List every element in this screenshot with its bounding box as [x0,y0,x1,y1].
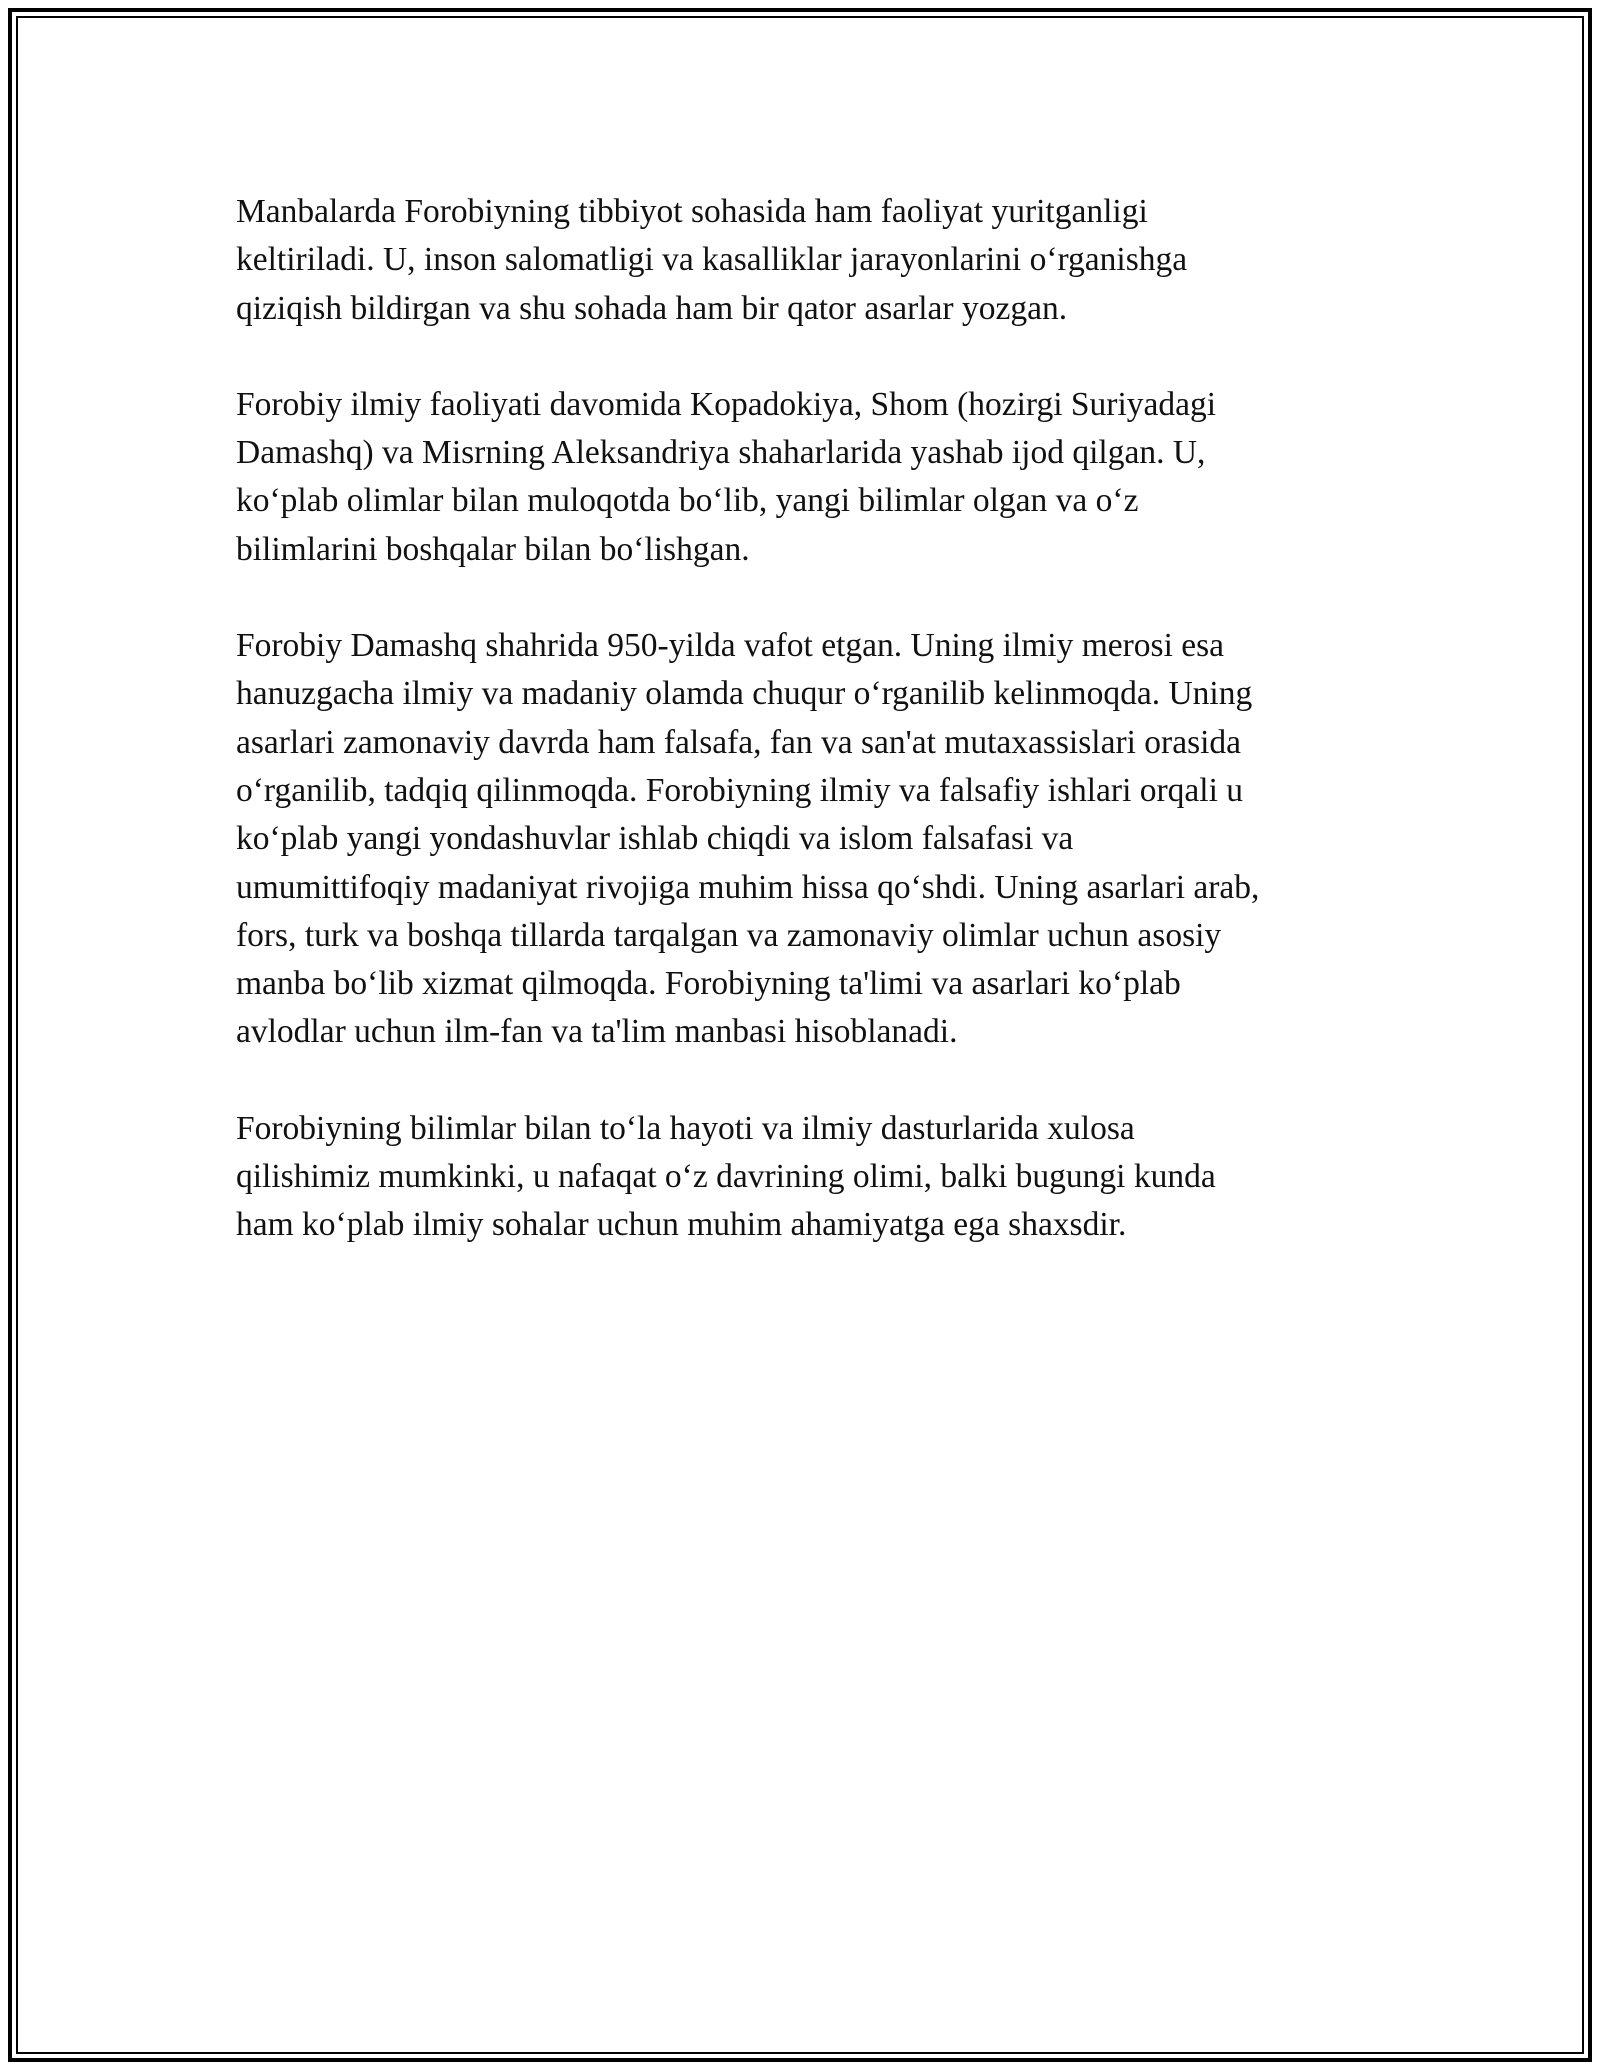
text-line: Forobiy Damashq shahrida 950-yilda vafot etgan. Uning ilmiy merosi esa [236,627,1225,665]
text-line: Manbalarda Forobiyning tibbiyot sohasida ham faoliyat yuritganligi [236,193,1148,230]
text-line: fors, turk va boshqa tillarda tarqalgan va zamonaviy olimlar uchun asosiy [236,916,1222,954]
text-line: Damashq) va Misrning Aleksandriya shaharlarida yashab ijod qilgan. U, [236,434,1206,472]
paragraph-1 [236,188,1366,333]
text-line: umumittifoqiy madaniyat rivojiga muhim hissa qo‘shdi. Uning asarlari arab, [236,868,1260,906]
document-body [236,188,1366,1298]
text-line: Forobiyning bilimlar bilan to‘la hayoti va ilmiy dasturlarida xulosa [236,1109,1135,1147]
text-line: manba bo‘lib xizmat qilmoqda. Forobiyning ta'limi va asarlari ko‘plab [236,965,1181,1003]
text-line: ham ko‘plab ilmiy sohalar uchun muhim ahamiyatga ega shaxsdir. [236,1206,1127,1244]
text-line: bilimlarini boshqalar bilan bo‘lishgan. [236,530,750,568]
text-line: asarlari zamonaviy davrda ham falsafa, fan va san'at mutaxassislari orasida [236,723,1242,761]
paragraph-3 [236,622,1366,1057]
text-line: ko‘plab yangi yondashuvlar ishlab chiqdi va islom falsafasi va [236,820,1074,858]
text-line: hanuzgacha ilmiy va madaniy olamda chuqur o‘rganilib kelinmoqda. Uning [236,675,1253,713]
text-line: keltiriladi. U, inson salomatligi va kasalliklar jarayonlarini o‘rganishga [236,241,1188,279]
text-line: o‘rganilib, tadqiq qilinmoqda. Forobiyning ilmiy va falsafiy ishlari orqali u [236,771,1244,809]
text-line: qilishimiz mumkinki, u nafaqat o‘z davrining olimi, balki bugungi kunda [236,1158,1216,1196]
text-line: ko‘plab olimlar bilan muloqotda bo‘lib, yangi bilimlar olgan va o‘z [236,482,1139,520]
text-line: qiziqish bildirgan va shu sohada ham bir qator asarlar yozgan. [236,289,1068,327]
text-line: avlodlar uchun ilm-fan va ta'lim manbasi hisoblanadi. [236,1013,958,1051]
text-line: Forobiy ilmiy faoliyati davomida Kopadokiya, Shom (hozirgi Suriyadagi [236,385,1217,423]
paragraph-2 [236,381,1366,574]
paragraph-4 [236,1105,1366,1250]
